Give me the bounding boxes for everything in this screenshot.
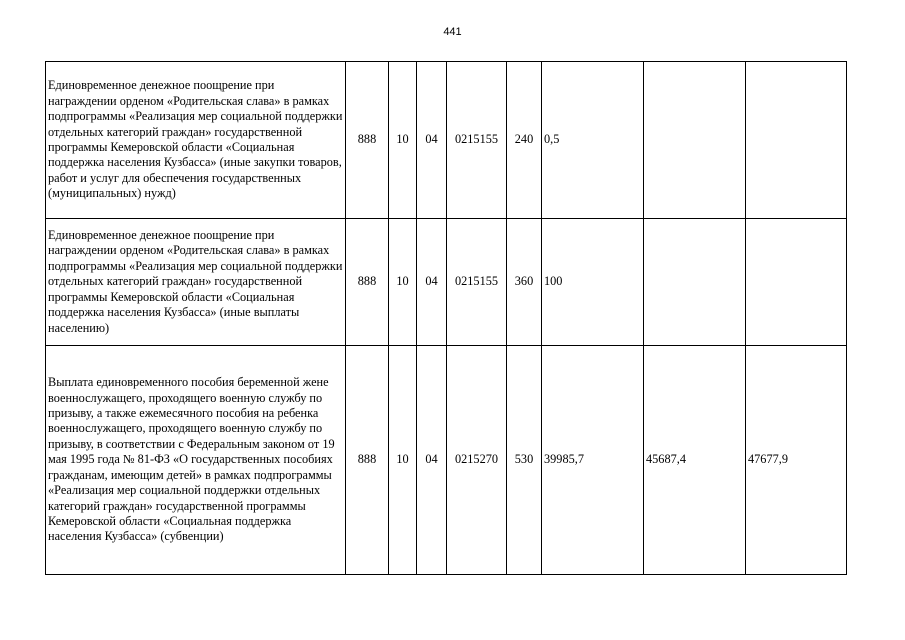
amount-year-3: 47677,9 — [746, 346, 847, 575]
amount-year-3 — [746, 62, 847, 219]
amount-year-1: 0,5 — [542, 62, 644, 219]
expense-type-code: 530 — [507, 346, 542, 575]
ministry-code: 888 — [346, 219, 389, 346]
section-code: 10 — [389, 62, 417, 219]
target-code: 0215155 — [447, 62, 507, 219]
amount-year-3 — [746, 219, 847, 346]
subsection-code: 04 — [417, 62, 447, 219]
table-row — [46, 62, 847, 219]
table-row — [46, 346, 847, 575]
amount-year-1: 100 — [542, 219, 644, 346]
ministry-code: 888 — [346, 62, 389, 219]
budget-table — [45, 61, 847, 575]
section-code: 10 — [389, 346, 417, 575]
section-code: 10 — [389, 219, 417, 346]
amount-year-2 — [644, 62, 746, 219]
expense-type-code: 240 — [507, 62, 542, 219]
row-description: Единовременное денежное поощрение при награждении орденом «Родительская слава» в рамках подпрограммы «Реализация мер социальной поддержки отдельных категорий граждан» государственной программы Кемеровской области «Социальная поддержка населения Кузбасса» (иные выплаты населению) — [46, 219, 346, 346]
target-code: 0215270 — [447, 346, 507, 575]
ministry-code: 888 — [346, 346, 389, 575]
target-code: 0215155 — [447, 219, 507, 346]
row-description: Единовременное денежное поощрение при награждении орденом «Родительская слава» в рамках подпрограммы «Реализация мер социальной поддержки отдельных категорий граждан» государственной программы Кемеровской области «Социальная поддержка населения Кузбасса» (иные закупки товаров, работ и услуг для обеспечения государственных (муниципальных) нужд) — [46, 62, 346, 219]
row-description: Выплата единовременного пособия беременной жене военнослужащего, проходящего военную службу по призыву, а также ежемесячного пособия на ребенка военнослужащего, проходящего военную службу по призыву, в соответствии с Федеральным законом от 19 мая 1995 года № 81-ФЗ «О государственных пособиях гражданам, имеющим детей» в рамках подпрограммы «Реализация мер социальной поддержки отдельных категорий граждан» государственной программы Кемеровской области «Социальная поддержка населения Кузбасса» (субвенции) — [46, 346, 346, 575]
table-row — [46, 219, 847, 346]
expense-type-code: 360 — [507, 219, 542, 346]
amount-year-2 — [644, 219, 746, 346]
subsection-code: 04 — [417, 219, 447, 346]
amount-year-2: 45687,4 — [644, 346, 746, 575]
page-number: 441 — [443, 26, 462, 38]
amount-year-1: 39985,7 — [542, 346, 644, 575]
subsection-code: 04 — [417, 346, 447, 575]
